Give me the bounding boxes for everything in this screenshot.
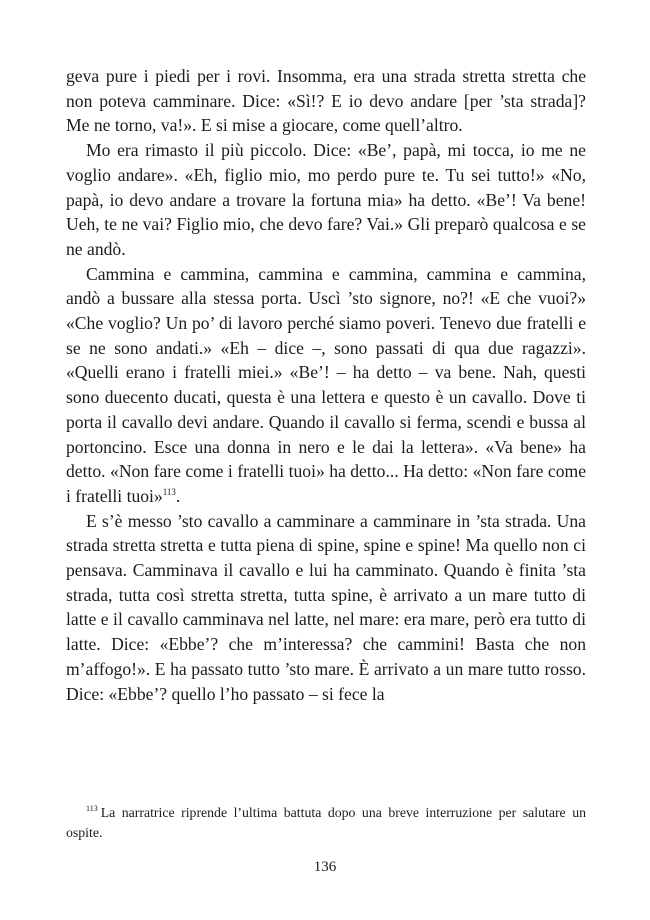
main-text — [66, 64, 586, 706]
page-number: 136 — [313, 859, 337, 875]
footnote — [66, 803, 586, 842]
footnote-line — [66, 803, 586, 842]
paragraph-1: geva pure i piedi per i rovi. Insomma, era una strada stretta stretta che non poteva camminare. Dice: «Sì!? E io devo andare [per ’sta strada]? Me ne torno, va!». E si mise a giocare, come quell’altro. — [66, 66, 586, 136]
paragraph-3 — [66, 262, 586, 509]
footnote-reference[interactable]: 113 — [162, 487, 176, 498]
footnote-text: La narratrice riprende l’ultima battuta dopo una breve interruzione per salutare un ospite. — [66, 805, 586, 840]
paragraph-3-end: . — [175, 485, 181, 506]
paragraph-4: E s’è messo ’sto cavallo a camminare a camminare in ’sta strada. Una strada stretta stretta e tutta piena di spine, spine e spine! Ma quello non ci pensava. Camminava il cavallo e lui ha camminato. Quando è finita ’sta strada, tutta così stretta stretta, tutta spine, è arrivato a un mare tutto di latte e il cavallo camminava nel latte, nel mare: era mare, però era tutto di latte. Dice: «Ebbe’? che m’interessa? che cammini! Basta che non m’affogo!». E ha passato tutto ’sto mare. È arrivato a un mare tutto rosso. Dice: «Ebbe’? quello l’ho passato – si fece la — [66, 510, 586, 704]
paragraph-3-text: Cammina e cammina, cammina e cammina, cammina e cammina, andò a bussare alla stessa porta. Uscì ’sto signore, no?! «E che vuoi?» «Che voglio? Un po’ di lavoro perché siamo poveri. Tenevo due fratelli e se ne sono andati.» «Eh – dice –, sono passati di qua due ragazzi». «Quelli erano i fratelli miei.» «Be’! – ha detto – va bene. Nah, questi sono duecento ducati, questa è una lettera e questo è un cavallo. Dove ti porta il cavallo devi andare. Quando il cavallo si ferma, scendi e bussa al portoncino. Esce una donna in nero e le dai la lettera». «Va bene» ha detto. «Non fare come i fratelli tuoi» ha detto... Ha detto: «Non fare come i fratelli tuoi» — [66, 263, 586, 506]
paragraph-2: Mo era rimasto il più piccolo. Dice: «Be’, papà, mi tocca, io me ne voglio andare». «Eh, figlio mio, mo perdo pure te. Tu sei tutto!» «No, papà, io devo andare a trovare la fortuna mia» ha detto. «Be’! Va bene! Ueh, te ne vai? Figlio mio, che devo fare? Vai.» Gli preparò qualcosa e se ne andò. — [66, 140, 586, 259]
footnote-number: 113 — [86, 804, 98, 814]
